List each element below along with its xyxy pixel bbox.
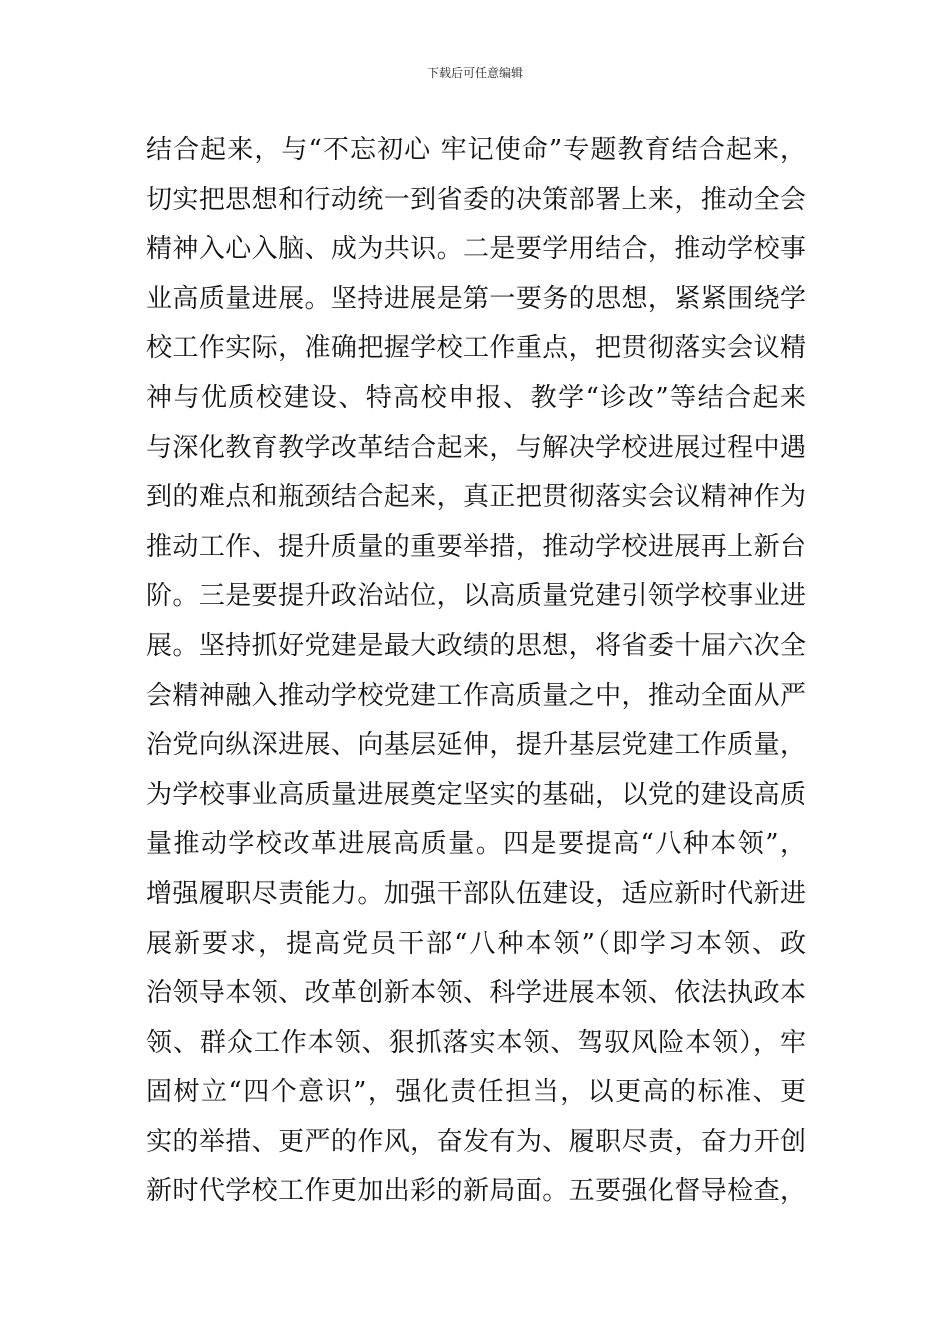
text-line: 领、群众工作本领、狠抓落实本领、驾驭风险本领），牢 — [146, 1027, 806, 1058]
text-line: 新时代学校工作更加出彩的新局面。五要强化督导检查， — [146, 1176, 806, 1207]
text-line: 阶。三是要提升政治站位，以高质量党建引领学校事业进 — [146, 581, 806, 612]
text-line: 校工作实际，准确把握学校工作重点，把贯彻落实会议精 — [146, 333, 806, 364]
text-line: 展新要求，提高党员干部“八种本领”（即学习本领、政 — [146, 928, 806, 959]
text-line: 会精神融入推动学校党建工作高质量之中，推动全面从严 — [146, 680, 806, 711]
body-text — [146, 126, 806, 1217]
text-line: 神与优质校建设、特高校申报、教学“诊改”等结合起来 — [146, 382, 806, 413]
text-line: 展。坚持抓好党建是最大政绩的思想，将省委十届六次全 — [146, 630, 806, 661]
text-line: 精神入心入脑、成为共识。二是要学用结合，推动学校事 — [146, 234, 806, 265]
text-line: 实的举措、更严的作风，奋发有为、履职尽责，奋力开创 — [146, 1126, 806, 1157]
text-line: 与深化教育教学改革结合起来，与解决学校进展过程中遇 — [146, 432, 806, 463]
text-line: 量推动学校改革进展高质量。四是要提高“八种本领”， — [146, 829, 806, 860]
text-line: 结合起来，与“不忘初心 牢记使命”专题教育结合起来， — [146, 135, 806, 165]
text-line: 到的难点和瓶颈结合起来，真正把贯彻落实会议精神作为 — [146, 482, 806, 513]
text-line: 增强履职尽责能力。加强干部队伍建设，适应新时代新进 — [146, 878, 806, 909]
text-line: 治党向纵深进展、向基层延伸，提升基层党建工作质量， — [146, 730, 806, 761]
text-line: 切实把思想和行动统一到省委的决策部署上来，推动全会 — [146, 184, 806, 215]
text-line: 固树立“四个意识”，强化责任担当，以更高的标准、更 — [146, 1077, 806, 1108]
text-line: 为学校事业高质量进展奠定坚实的基础，以党的建设高质 — [146, 779, 806, 810]
text-line: 推动工作、提升质量的重要举措，推动学校进展再上新台 — [146, 531, 806, 562]
text-line: 治领导本领、改革创新本领、科学进展本领、依法执政本 — [146, 978, 806, 1009]
text-line: 业高质量进展。坚持进展是第一要务的思想，紧紧围绕学 — [146, 283, 806, 314]
page-header: 下载后可任意编辑 — [426, 66, 523, 80]
